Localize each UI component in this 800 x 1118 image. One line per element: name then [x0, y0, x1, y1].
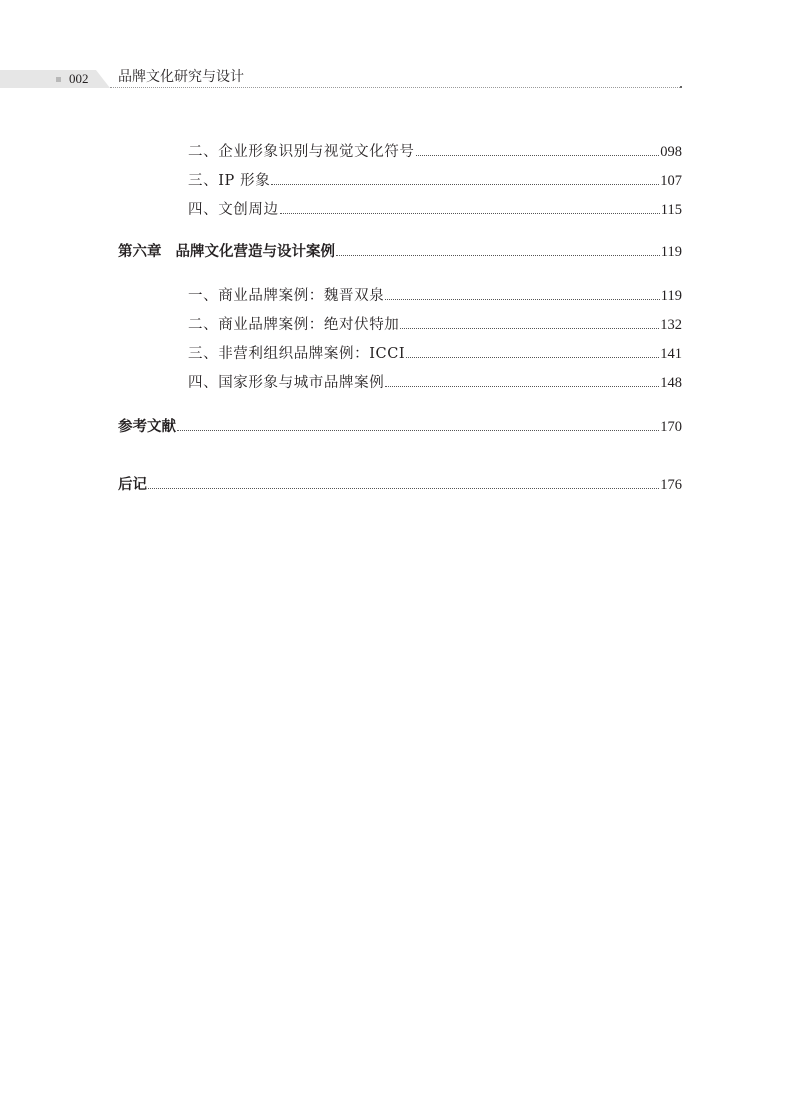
dot-leader	[400, 328, 659, 329]
toc-entry-label: 四、国家形象与城市品牌案例	[188, 375, 385, 391]
header-marker	[56, 77, 61, 82]
dot-leader	[416, 155, 660, 156]
dot-leader	[406, 357, 659, 358]
toc-entry-label: 二、企业形象识别与视觉文化符号	[188, 144, 415, 160]
toc-references-label: 参考文献	[118, 419, 176, 435]
toc-entry-page: 148	[660, 375, 682, 391]
toc-entry[interactable]	[188, 201, 682, 219]
toc-entry-page: 141	[660, 346, 682, 362]
toc-entry-label: 四、文创周边	[188, 202, 279, 218]
chapter-number: 第六章	[118, 244, 162, 260]
toc-afterword-page: 176	[660, 477, 682, 493]
toc-afterword[interactable]	[118, 476, 682, 494]
toc-entry-label: 三、IP 形象	[188, 173, 271, 189]
header-book-title: 品牌文化研究与设计	[118, 69, 244, 85]
toc-afterword-label: 后记	[118, 477, 147, 493]
toc-entry-page: 107	[660, 173, 682, 189]
toc-entry[interactable]	[188, 172, 682, 190]
toc-references-page: 170	[660, 419, 682, 435]
dot-leader	[385, 386, 659, 387]
dot-leader	[336, 255, 660, 256]
chapter-title: 品牌文化营造与设计案例	[175, 244, 335, 260]
toc-entry[interactable]	[188, 143, 682, 161]
toc-chapter-6[interactable]	[118, 243, 682, 261]
dot-leader	[280, 213, 660, 214]
dot-leader	[177, 430, 659, 431]
toc-entry-page: 098	[660, 144, 682, 160]
toc-entry-label: 三、非营利组织品牌案例：ICCI	[188, 346, 406, 362]
toc-entry-page: 119	[660, 288, 682, 304]
toc-chapter-page: 119	[660, 244, 682, 260]
toc-entry[interactable]	[188, 374, 682, 392]
header-page-number: 002	[69, 71, 89, 86]
toc-entry[interactable]	[188, 345, 682, 363]
header-rule-end	[680, 86, 682, 88]
dot-leader	[148, 488, 659, 489]
dot-leader	[385, 299, 659, 300]
toc-entry[interactable]	[188, 316, 682, 334]
toc-entry[interactable]	[188, 287, 682, 305]
toc-entry-page: 132	[660, 317, 682, 333]
toc-chapter-label	[118, 243, 335, 261]
running-header	[0, 70, 800, 92]
dot-leader	[271, 184, 659, 185]
toc-references[interactable]	[118, 418, 682, 436]
header-tab	[0, 70, 110, 88]
header-rule	[110, 87, 682, 88]
toc-entry-label: 二、商业品牌案例：绝对伏特加	[188, 317, 400, 333]
toc-entry-label: 一、商业品牌案例：魏晋双泉	[188, 288, 385, 304]
toc-entry-page: 115	[660, 202, 682, 218]
